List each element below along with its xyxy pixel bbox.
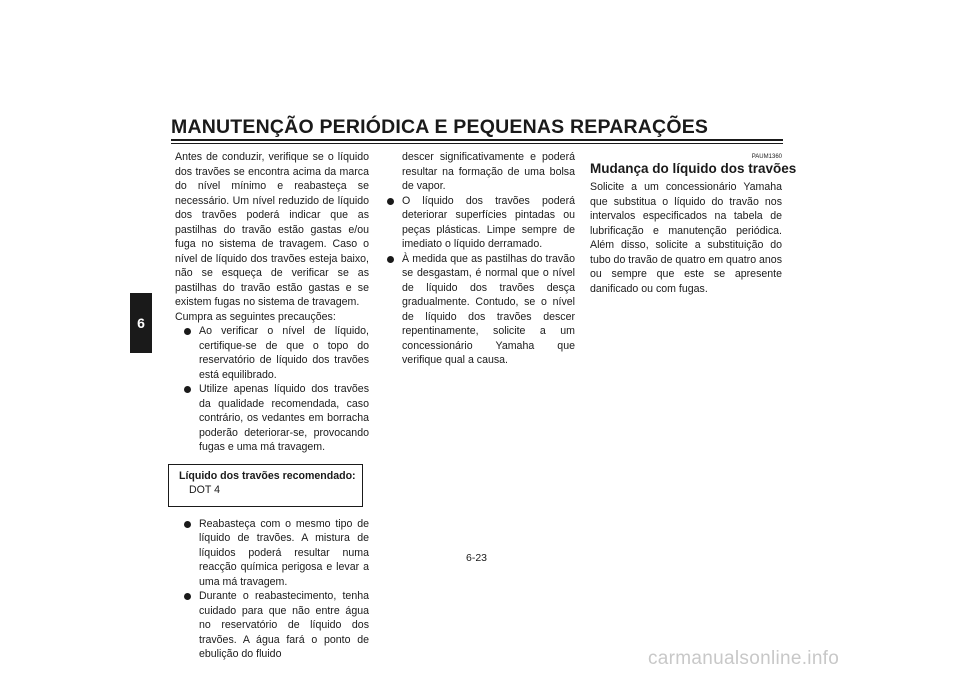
bullet-item <box>184 382 369 455</box>
section-body: Solicite a um concessionário Yamaha que substitua o líquido do travão nos intervalos especificados na tabela de lubrificação e manutenção periódica. Além disso, solicite a substituição do tubo do travão de quatro em quatro anos ou sempre que este se apresente danificado ou com fugas. <box>590 181 782 295</box>
precautions-heading: Cumpra as seguintes precauções: <box>175 310 336 323</box>
text-column-1 <box>175 150 369 662</box>
text-column-2 <box>387 150 575 368</box>
precautions-list-continued <box>184 517 369 662</box>
bullet-item <box>387 194 575 252</box>
bullet-icon <box>184 593 191 600</box>
bullet-item <box>387 252 575 368</box>
chapter-tab: 6 <box>130 293 152 353</box>
reference-code: PAUM1360 <box>751 154 782 160</box>
bullet-item <box>184 324 369 382</box>
bullet-text: À medida que as pastilhas do travão se desgastam, é normal que o nível de líquido dos travões desça gradualmente. Contudo, se o nível de líquido dos travões descer repentinamente, solicite a um concessionário Yamaha que verifique qual a causa. <box>402 252 575 366</box>
bullet-item <box>184 589 369 662</box>
bullet-icon <box>184 386 191 393</box>
recommended-fluid-box <box>168 464 363 507</box>
bullet-text: Ao verificar o nível de líquido, certifique-se de que o topo do reservatório de líquido dos travões está equilibrado. <box>199 325 369 381</box>
bullet-icon <box>184 521 191 528</box>
bullet-icon <box>184 328 191 335</box>
bullet-text: Durante o reabastecimento, tenha cuidado para que não entre água no reservatório de líquido dos travões. A água fará o ponto de ebulição do fluido <box>199 590 369 660</box>
spec-title: Líquido dos travões recomendado: <box>179 469 356 482</box>
page-number: 6-23 <box>466 552 488 564</box>
bullet-icon <box>387 198 394 205</box>
precautions-list-col2 <box>387 194 575 368</box>
text-column-3 <box>590 150 797 296</box>
intro-paragraph: Antes de conduzir, verifique se o líquido dos travões se encontra acima da marca do nível mínimo e reabasteça se necessário. Um nível reduzido de líquido dos travões poderá indicar que as pastilhas do travão estão gastas e/ou fuga no sistema de travagem. Caso o nível de líquido dos travões esteja baixo, não se esqueça de verificar se as pastilhas do travão estão gastas e se existem fugas no sistema de travagem. <box>175 151 369 308</box>
header-rule-thick <box>171 139 783 141</box>
watermark: carmanualsonline.info <box>648 648 840 669</box>
continuation-paragraph: descer significativamente e poderá resultar na formação de uma bolsa de vapor. <box>402 151 575 192</box>
section-title: Mudança do líquido dos travões <box>590 161 797 176</box>
header-rule-thin <box>171 143 783 144</box>
spec-value: DOT 4 <box>189 484 221 496</box>
bullet-item <box>184 517 369 590</box>
precautions-list <box>184 324 369 455</box>
bullet-text: Utilize apenas líquido dos travões da qualidade recomendada, caso contrário, os vedantes em borracha poderão deteriorar-se, provocando fugas e uma má travagem. <box>199 383 369 453</box>
bullet-text: Reabasteça com o mesmo tipo de líquido de travões. A mistura de líquidos poderá resultar numa reacção química perigosa e levar a uma má travagem. <box>199 517 369 588</box>
bullet-icon <box>387 256 394 263</box>
bullet-text: O líquido dos travões poderá deteriorar superfícies pintadas ou peças plásticas. Limpe sempre de imediato o líquido derramado. <box>402 194 575 250</box>
page-header-title: MANUTENÇÃO PERIÓDICA E PEQUENAS REPARAÇÕES <box>171 116 709 138</box>
